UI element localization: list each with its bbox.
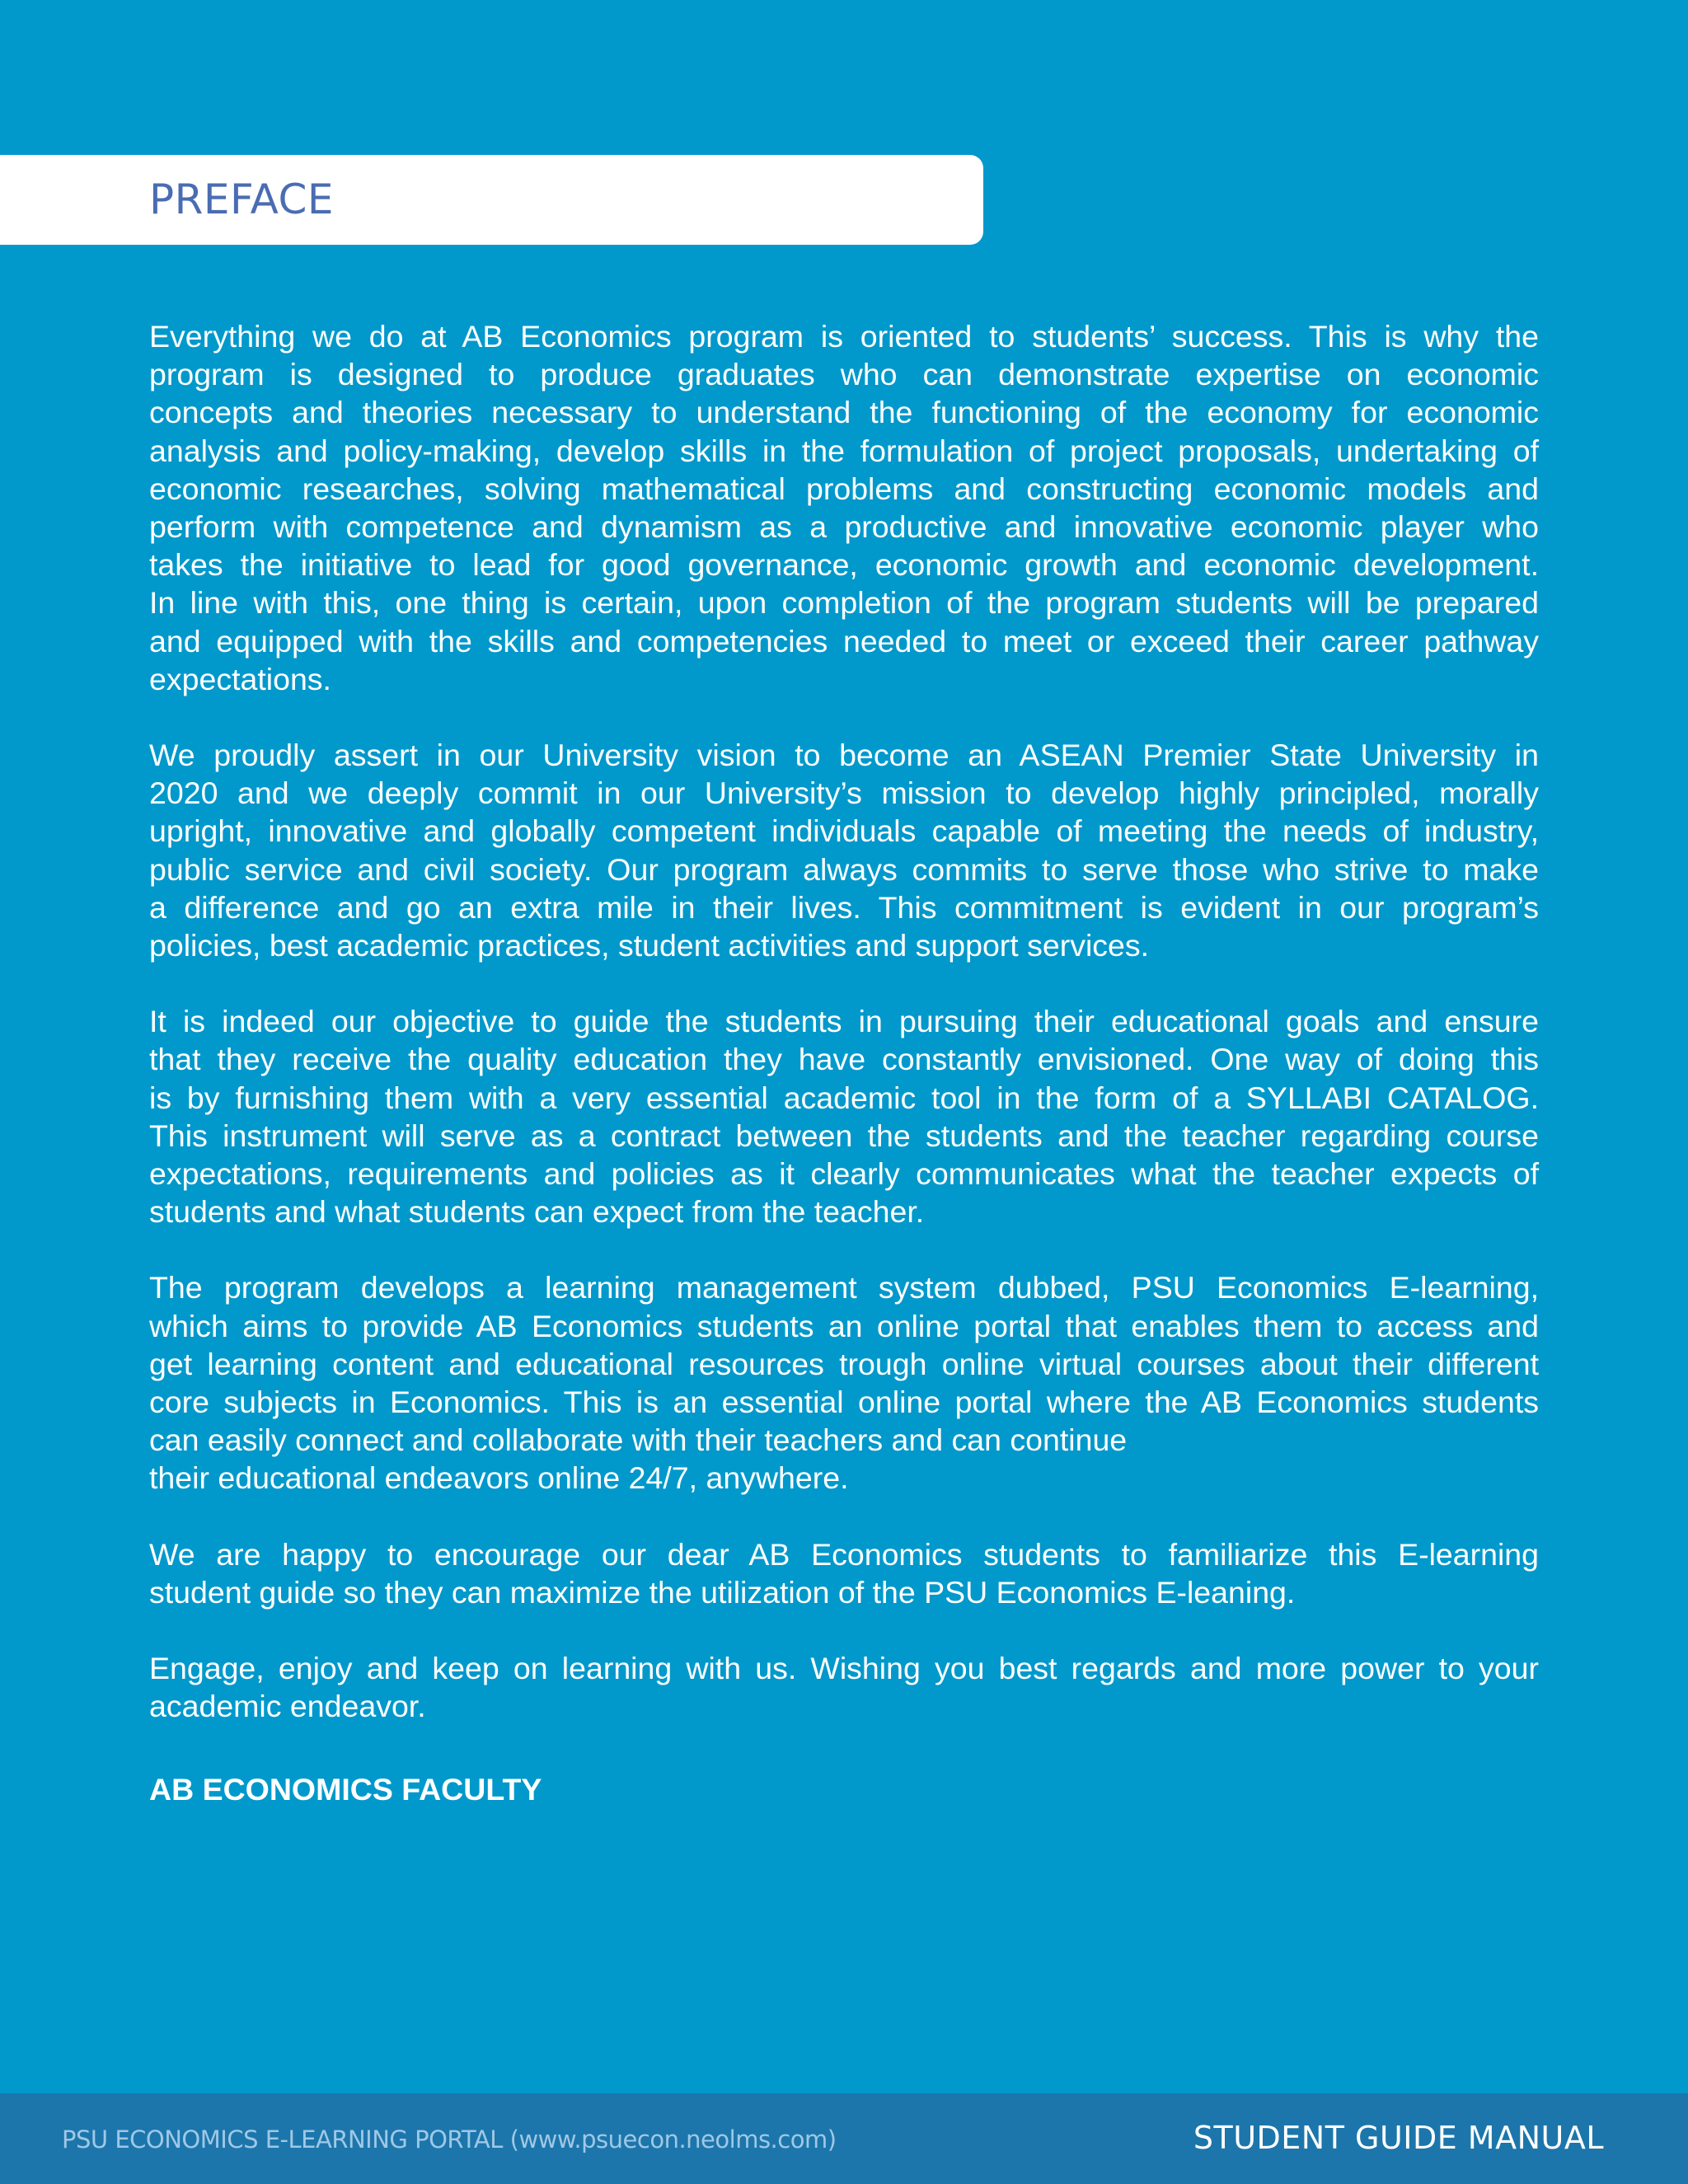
paragraph-line: and equipped with the skills and competencies needed to meet or exceed their career pathway: [149, 623, 1539, 658]
preface-paragraph: [149, 1268, 1539, 1497]
preface-paragraph: [149, 1649, 1539, 1725]
paragraph-line: that they receive the quality education they have constantly envisioned. One way of doing this: [149, 1042, 1539, 1077]
paragraph-line: students and what students can expect from the teacher.: [149, 1194, 925, 1230]
paragraph-line: upright, innovative and globally competent individuals capable of meeting the needs of industry,: [149, 813, 1539, 849]
paragraph-line: program is designed to produce graduates who can demonstrate expertise on economic: [149, 357, 1539, 392]
paragraph-line: their educational endeavors online 24/7, anywhere.: [149, 1460, 849, 1496]
paragraph-line: concepts and theories necessary to understand the functioning of the economy for economic: [149, 395, 1539, 430]
preface-body: [149, 317, 1539, 1808]
paragraph-line: academic endeavor.: [149, 1689, 426, 1724]
paragraph-line: expectations.: [149, 661, 331, 696]
paragraph-line: The program develops a learning management system dubbed, PSU Economics E-learning,: [149, 1270, 1539, 1305]
preface-paragraphs: [149, 317, 1539, 1726]
paragraph-line: which aims to provide AB Economics students an online portal that enables them to access and: [149, 1308, 1539, 1343]
paragraph-line: can easily connect and collaborate with their teachers and can continue: [149, 1422, 1128, 1458]
preface-paragraph: [149, 736, 1539, 964]
signature: AB ECONOMICS FACULTY: [149, 1771, 542, 1807]
preface-paragraph: [149, 1535, 1539, 1611]
paragraph-line: Everything we do at AB Economics program is oriented to students’ success. This is why the: [149, 319, 1539, 354]
preface-paragraph: [149, 1002, 1539, 1230]
paragraph-line: is by furnishing them with a very essential academic tool in the form of a SYLLABI CATALOG.: [149, 1080, 1539, 1115]
paragraph-line: It is indeed our objective to guide the students in pursuing their educational goals and ensure: [149, 1004, 1539, 1039]
preface-paragraph: [149, 317, 1539, 698]
paragraph-line: get learning content and educational resources trough online virtual courses about their different: [149, 1346, 1539, 1381]
paragraph-line: 2020 and we deeply commit in our University’s mission to develop highly principled, morally: [149, 776, 1539, 811]
footer-portal-text: PSU ECONOMICS E-LEARNING PORTAL (www.psuecon.neolms.com): [62, 2125, 837, 2154]
paragraph-line: public service and civil society. Our program always commits to serve those who strive to make: [149, 851, 1539, 887]
paragraph-line: We proudly assert in our University vision to become an ASEAN Premier State University in: [149, 738, 1539, 773]
footer-manual-label: STUDENT GUIDE MANUAL: [1193, 2120, 1604, 2156]
footer-bar: [0, 2093, 1688, 2184]
paragraph-line: takes the initiative to lead for good governance, economic growth and economic development.: [149, 547, 1539, 583]
paragraph-line: core subjects in Economics. This is an essential online portal where the AB Economics students: [149, 1385, 1539, 1420]
paragraph-line: Engage, enjoy and keep on learning with us. Wishing you best regards and more power to your: [149, 1651, 1539, 1686]
paragraph-line: In line with this, one thing is certain, upon completion of the program students will be prepared: [149, 585, 1539, 621]
paragraph-line: analysis and policy-making, develop skills in the formulation of project proposals, undertaking of: [149, 433, 1539, 468]
paragraph-line: policies, best academic practices, student activities and support services.: [149, 928, 1150, 963]
paragraph-line: a difference and go an extra mile in their lives. This commitment is evident in our program’s: [149, 889, 1539, 925]
paragraph-line: economic researches, solving mathematical problems and constructing economic models and: [149, 471, 1539, 506]
paragraph-line: We are happy to encourage our dear AB Economics students to familiarize this E-learning: [149, 1536, 1539, 1572]
paragraph-line: This instrument will serve as a contract between the students and the teacher regarding course: [149, 1118, 1539, 1153]
paragraph-line: expectations, requirements and policies as it clearly communicates what the teacher expects of: [149, 1156, 1539, 1192]
paragraph-line: perform with competence and dynamism as a productive and innovative economic player who: [149, 509, 1539, 545]
page-title: PREFACE: [149, 176, 334, 223]
paragraph-line: student guide so they can maximize the utilization of the PSU Economics E-leaning.: [149, 1574, 1296, 1610]
preface-title-tab: [0, 155, 983, 245]
